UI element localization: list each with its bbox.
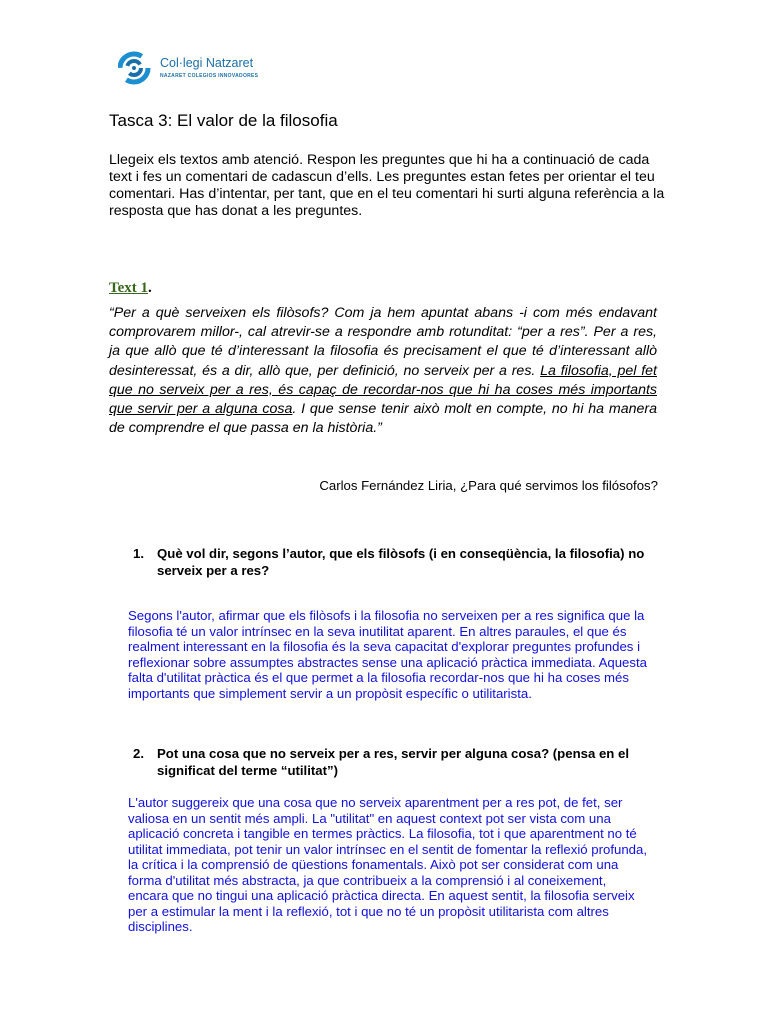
intro-paragraph: Llegeix els textos amb atenció. Respon les preguntes que hi ha a continuació de cada text i fes un comentari de cadascun d’ells. Les preguntes estan fetes per orientar el teu comentari. Has d’intentar, per tant, que en el teu comentari hi surti alguna referència a la resposta que has donat a les preguntes. (109, 152, 665, 219)
school-logo (118, 50, 318, 86)
question-text: Què vol dir, segons l’autor, que els filòsofs (i en conseqüència, la filosofia) no serveix per a res? (157, 546, 645, 578)
question-number: 1. (133, 546, 144, 561)
answer-1: Segons l'autor, afirmar que els filòsofs i la filosofia no serveixen per a res significa que la filosofia té un valor intrínsec en la seva inutilitat aparent. En altres paraules, el que és realment interessant en la filosofia és la seva capacitat d'explorar preguntes profundes i reflexionar sobre assumptes abstractes sense una aplicació pràctica immediata. Aquesta falta d'utilitat pràctica és el que permet a la filosofia recordar-nos que hi ha coses més importants que simplement servir a un propòsit específic o utilitarista. (128, 608, 647, 701)
quote-part-1: “Per a què serveixen els filòsofs? Com ja hem apuntat abans -i com més endavant comprovarem millor-, cal atrevir-se a respondre amb rotunditat: “per a res”. Per a res, ja que allò que té d’interessant la filosofia és precisament el que té d’interessant allò desinteressat, és a dir, allò que, per definició, no serveix per a res. (109, 305, 657, 379)
page-title: Tasca 3: El valor de la filosofia (109, 111, 338, 130)
quote-attribution: Carlos Fernández Liria, ¿Para qué servimos los filósofos? (319, 478, 658, 493)
logo-name: Col·legi Natzaret (160, 56, 254, 70)
logo-subtitle: NAZARET COLEGIOS INNOVADORES (160, 73, 259, 79)
logo-swirl-icon (118, 50, 154, 86)
text1-heading: Text 1. (109, 280, 152, 296)
question-number: 2. (133, 746, 144, 761)
answer-2: L'autor suggereix que una cosa que no serveix aparentment per a res pot, de fet, ser valiosa en un sentit més ampli. La "utilitat" en aquest context pot ser vista com una aplicació concreta i tangible en termes pràctics. La filosofia, tot i que aparentment no té utilitat immediata, pot tenir un valor intrínsec en el sentit de fomentar la reflexió profunda, la crítica i la comprensió de qüestions fonamentals. Això pot ser considerat com una forma d'utilitat més abstracta, ja que contribueix a la comprensió i al coneixement, encara que no tingui una aplicació pràctica directa. En aquest sentit, la filosofia serveix per a estimular la ment i la reflexió, tot i que no té un propòsit utilitarista com altres disciplines. (128, 795, 647, 934)
text1-label: Text 1 (109, 280, 149, 296)
quote-part-2: . I que sense tenir això molt en compte, no hi ha manera de comprendre el que passa en la història.” (109, 401, 657, 437)
quote-underlined: La filosofia, pel fet que no serveix per a res, és capaç de recordar-nos que hi ha coses més importants que servir per a alguna cosa (109, 362, 657, 418)
text1-quote (109, 304, 657, 438)
question-text: Pot una cosa que no serveix per a res, servir per alguna cosa? (pensa en el significat del terme “utilitat”) (157, 746, 630, 778)
